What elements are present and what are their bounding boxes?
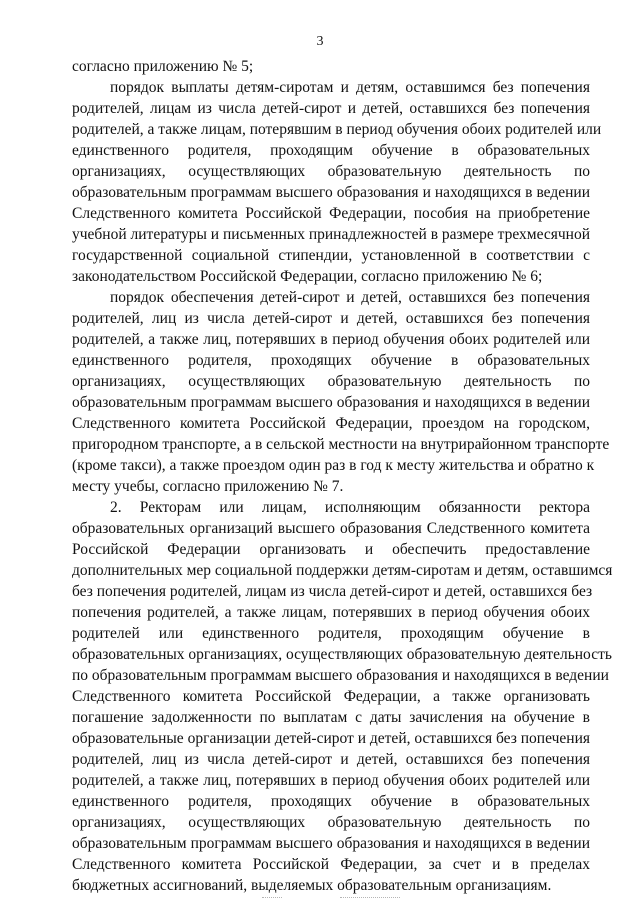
scan-artifact — [340, 897, 400, 899]
text-line: организациях, осуществляющих образовательную деятельность по — [72, 373, 590, 390]
text-line: (кроме такси), а также проездом один раз в год к месту жительства и обратно к — [72, 457, 595, 474]
page-number: 3 — [316, 34, 324, 49]
text-line: родителей, а также лиц, потерявших в период обучения обоих родителей или — [72, 772, 590, 789]
text-line: пригородном транспорте, а в сельской местности на внутрирайонном транспорте — [72, 436, 610, 453]
text-line: образовательные организации детей-сирот и детей, оставшихся без попечения — [72, 730, 590, 747]
text-line: организациях, осуществляющих образовательную деятельность по — [72, 163, 590, 180]
text-line: Следственного комитета Российской Федерации, пособия на приобретение — [72, 205, 590, 222]
text-line: образовательным программам высшего образования и находящихся в ведении — [72, 835, 590, 852]
text-line: родителей, лиц из числа детей-сирот и детей, оставшихся без попечения — [72, 310, 590, 327]
text-line: дополнительных мер социальной поддержки детям-сиротам и детям, оставшимся — [72, 562, 613, 579]
text-line: Российской Федерации организовать и обеспечить предоставление — [72, 541, 590, 558]
text-line: Следственного комитета Российской Федерации, за счет и в пределах — [72, 856, 590, 873]
text-line: законодательством Российской Федерации, согласно приложению № 6; — [72, 268, 543, 285]
text-line: Следственного комитета Российской Федерации, проездом на городском, — [72, 415, 590, 432]
text-line: родителей, лиц из числа детей-сирот и детей, оставшихся без попечения — [72, 751, 590, 768]
text-line: погашение задолженности по выплатам с даты зачисления на обучение в — [72, 709, 590, 726]
text-line: организациях, осуществляющих образовательную деятельность по — [72, 814, 590, 831]
text-line: единственного родителя, проходящих обучение в образовательных — [72, 352, 590, 369]
text-line: попечения родителей, а также лицам, потерявших в период обучения обоих — [72, 604, 590, 621]
text-line: согласно приложению № 5; — [72, 58, 254, 75]
text-line: единственного родителя, проходящим обучение в образовательных — [72, 142, 590, 159]
text-line: Следственного комитета Российской Федерации, а также организовать — [72, 688, 590, 705]
text-line: родителей, а также лиц, потерявших в период обучения обоих родителей или — [72, 331, 590, 348]
text-line: месту учебы, согласно приложению № 7. — [72, 478, 344, 495]
scan-artifact — [262, 897, 282, 899]
text-line: единственного родителя, проходящих обучение в образовательных — [72, 793, 590, 810]
text-line: бюджетных ассигнований, выделяемых образовательным организациям. — [72, 877, 552, 894]
text-line: образовательным программам высшего образования и находящихся в ведении — [72, 394, 590, 411]
text-line: по образовательным программам высшего образования и находящихся в ведении — [72, 667, 609, 684]
text-line: образовательных организациях, осуществляющих образовательную деятельность — [72, 646, 612, 663]
text-line: государственной социальной стипендии, установленной в соответствии с — [72, 247, 590, 264]
text-line: учебной литературы и письменных принадлежностей в размере трехмесячной — [72, 226, 590, 243]
text-line: родителей, лицам из числа детей-сирот и детей, оставшихся без попечения — [72, 100, 590, 117]
text-line: порядок обеспечения детей-сирот и детей, оставшихся без попечения — [110, 289, 590, 306]
text-line: родителей, а также лицам, потерявшим в период обучения обоих родителей или — [72, 121, 602, 138]
text-line: порядок выплаты детям-сиротам и детям, оставшимся без попечения — [110, 79, 590, 96]
text-line: образовательным программам высшего образования и находящихся в ведении — [72, 184, 590, 201]
text-line: образовательных организаций высшего образования Следственного комитета — [72, 520, 590, 537]
text-line: 2. Ректорам или лицам, исполняющим обязанности ректора — [110, 499, 590, 516]
text-line: родителей или единственного родителя, проходящим обучение в — [72, 625, 590, 642]
text-line: без попечения родителей, лицам из числа детей-сирот и детей, оставшихся без — [72, 583, 593, 600]
